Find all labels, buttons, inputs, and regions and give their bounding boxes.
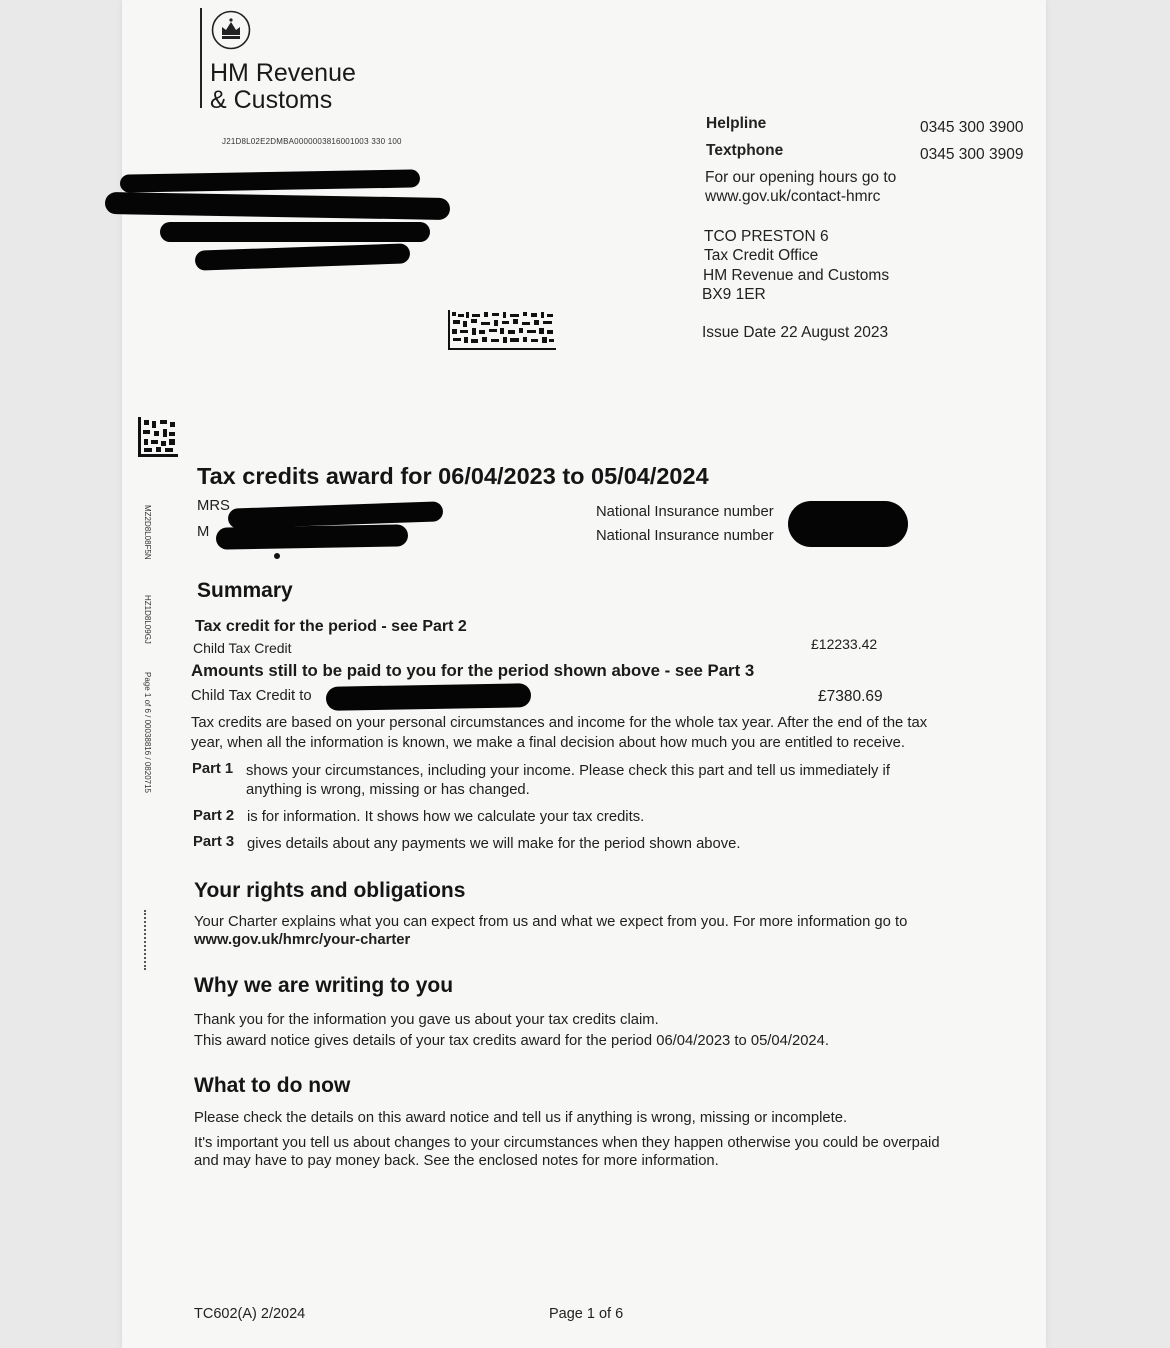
redacted-payee-name bbox=[326, 683, 531, 711]
office-address-line3: HM Revenue and Customs bbox=[703, 267, 890, 284]
tax-credit-heading: Tax credit for the period - see Part 2 bbox=[195, 618, 467, 635]
charter-link[interactable]: www.gov.uk/hmrc/your-charter bbox=[194, 932, 411, 948]
textphone-number: 0345 300 3909 bbox=[920, 146, 1024, 163]
form-code: TC602(A) 2/2024 bbox=[194, 1306, 306, 1322]
award-title: Tax credits award for 06/04/2023 to 05/04/2024 bbox=[197, 463, 709, 489]
ni-label-1: National Insurance number bbox=[596, 504, 774, 520]
paid-to-amount: £7380.69 bbox=[818, 688, 883, 705]
redacted-address-line bbox=[160, 222, 430, 242]
part1-label: Part 1 bbox=[192, 761, 234, 777]
textphone-label: Textphone bbox=[706, 142, 784, 159]
side-reference-code-1: MZ2D8L08F5N bbox=[143, 505, 152, 560]
reference-code: J21D8L02E2DMBA000000381600100З 330 100 bbox=[222, 137, 402, 146]
datamatrix-barcode bbox=[448, 310, 556, 350]
why-text-line2: This award notice gives details of your tax credits award for the period 06/04/2023 to 05/04/2024. bbox=[194, 1033, 830, 1049]
redacted-ni-number bbox=[788, 501, 908, 547]
summary-heading: Summary bbox=[197, 579, 293, 602]
redacted-claimant-name bbox=[216, 524, 408, 549]
issue-date: Issue Date 22 August 2023 bbox=[702, 324, 889, 341]
side-datamatrix-barcode bbox=[138, 417, 178, 457]
rights-text: Your Charter explains what you can expect from us and what we expect from you. For more information go to bbox=[194, 914, 908, 930]
page-number: Page 1 of 6 bbox=[549, 1306, 624, 1322]
child-tax-credit-amount: £12233.42 bbox=[811, 636, 878, 652]
rights-heading: Your rights and obligations bbox=[194, 879, 466, 902]
office-address-line4: BX9 1ER bbox=[702, 286, 766, 303]
todo-text-line1: Please check the details on this award notice and tell us if anything is wrong, missing or incomplete. bbox=[194, 1110, 848, 1126]
office-address-line2: Tax Credit Office bbox=[704, 247, 819, 264]
royal-crest-icon bbox=[211, 10, 251, 50]
todo-heading: What to do now bbox=[194, 1074, 351, 1097]
child-tax-credit-label: Child Tax Credit bbox=[193, 640, 292, 656]
part3-label: Part 3 bbox=[193, 834, 235, 850]
summary-paragraph-line2: year, when all the information is known, we make a final decision about how much you are entitled to receive. bbox=[191, 735, 905, 751]
summary-paragraph-line1: Tax credits are based on your personal circumstances and income for the whole tax year. After the end of the tax bbox=[191, 715, 928, 731]
helpline-number: 0345 300 3900 bbox=[920, 119, 1024, 136]
ni-label-2: National Insurance number bbox=[596, 528, 774, 544]
part1-text-line2: anything is wrong, missing or has changed. bbox=[246, 782, 530, 798]
side-reference-code-2: HZ1D8L09GJ bbox=[143, 595, 152, 644]
side-page-reference: Page 1 of 6 / 00038816 / 0820715 bbox=[143, 672, 152, 793]
paid-to-label: Child Tax Credit to bbox=[191, 688, 312, 704]
side-dotted-mark bbox=[144, 910, 148, 970]
department-name-line1: HM Revenue bbox=[210, 59, 356, 87]
amounts-heading: Amounts still to be paid to you for the period shown above - see Part 3 bbox=[191, 661, 755, 680]
department-name-line2: & Customs bbox=[210, 86, 333, 114]
crest-divider bbox=[200, 8, 202, 108]
why-heading: Why we are writing to you bbox=[194, 974, 454, 997]
part1-text-line1: shows your circumstances, including your income. Please check this part and tell us immediately if bbox=[246, 763, 890, 779]
office-address-line1: TCO PRESTON 6 bbox=[704, 228, 829, 245]
part2-text: is for information. It shows how we calculate your tax credits. bbox=[247, 809, 645, 825]
claimant-name-1: MRS bbox=[197, 498, 230, 514]
why-text-line1: Thank you for the information you gave us about your tax credits claim. bbox=[194, 1012, 659, 1028]
todo-text-line3: and may have to pay money back. See the enclosed notes for more information. bbox=[194, 1153, 719, 1169]
ink-dot bbox=[274, 553, 280, 559]
helpline-label: Helpline bbox=[706, 115, 767, 132]
opening-hours-text: For our opening hours go to bbox=[705, 169, 897, 186]
todo-text-line2: It's important you tell us about changes to your circumstances when they happen otherwise you could be overpaid bbox=[194, 1135, 940, 1151]
claimant-name-2: M bbox=[197, 524, 210, 540]
part3-text: gives details about any payments we will make for the period shown above. bbox=[247, 836, 741, 852]
contact-url: www.gov.uk/contact-hmrc bbox=[705, 188, 881, 205]
part2-label: Part 2 bbox=[193, 808, 235, 824]
